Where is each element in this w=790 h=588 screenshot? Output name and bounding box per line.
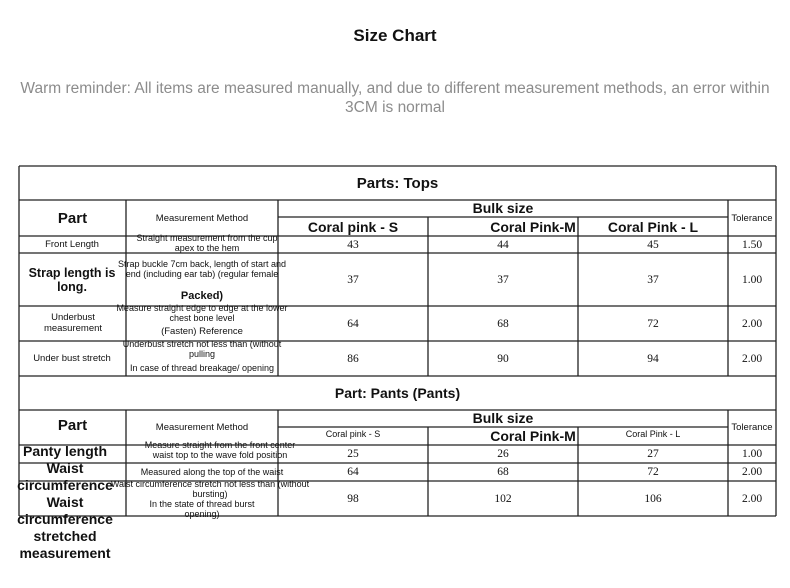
pants-row-tolerance-value: 1.00 [741, 448, 763, 460]
tops-row-s-value: 43 [347, 238, 359, 251]
tops-tolerance-header: Tolerance [731, 212, 773, 224]
tops-size-s-header: Coral pink - S [307, 218, 399, 235]
pants-row-part: Panty length [22, 443, 107, 459]
tops-row-method: Strap buckle 7cm back, length of start and end (including ear tab) (regular female [117, 259, 287, 279]
tops-row-m-value: 90 [497, 352, 509, 365]
pants-row-l-value: 106 [644, 492, 662, 505]
warm-reminder: Warm reminder: All items are measured manually, and due to different measurement methods, an error within 3CM is normal [20, 80, 770, 116]
pants-row-tolerance-value: 2.00 [741, 492, 763, 505]
tops-row-l-value: 37 [647, 273, 659, 286]
pants-size-l-header: Coral Pink - L [625, 428, 681, 439]
page-title: Size Chart [353, 26, 437, 45]
pants-row-method: Measured along the top of the waist [140, 467, 284, 477]
pants-part-header: Part [57, 416, 88, 434]
pants-row-part: Waist circumference stretched measurement [17, 494, 113, 561]
tops-row-tolerance-value: 1.00 [741, 273, 763, 286]
pants-row-l-value: 27 [647, 448, 659, 460]
pants-row-m-value: 26 [497, 448, 509, 460]
tops-row-part: Strap length is long. [28, 266, 116, 294]
pants-section-title: Part: Pants (Pants) [334, 385, 461, 401]
tops-row-s-value: 37 [347, 273, 359, 286]
tops-row-m-value: 37 [497, 273, 509, 286]
tops-row-method-extra: (Fasten) Reference [161, 325, 243, 337]
tops-size-l-header: Coral Pink - L [607, 218, 699, 235]
pants-row-method: Waist circumference stretch not less than (without bursting) [110, 479, 310, 499]
pants-row-method-extra: In the state of thread burst opening) [149, 499, 255, 519]
tops-row-s-value: 64 [347, 317, 359, 330]
tops-row-part: Underbust measurement [43, 312, 103, 334]
tops-method-header: Measurement Method [155, 212, 249, 224]
pants-row-m-value: 68 [497, 466, 509, 478]
pants-row-tolerance-value: 2.00 [741, 466, 763, 478]
pants-row-l-value: 72 [647, 466, 659, 478]
pants-size-m-header: Coral Pink-M [490, 428, 576, 444]
tops-row-tolerance-value: 2.00 [741, 317, 763, 330]
tops-row-method: Underbust stretch not less than (without pulling [122, 339, 282, 359]
tops-row-part: Under bust stretch [33, 353, 111, 364]
tops-size-m-header: Coral Pink-M [490, 218, 576, 235]
tops-section-title: Parts: Tops [356, 174, 439, 192]
pants-method-header: Measurement Method [155, 422, 249, 433]
tops-row-s-value: 86 [347, 352, 359, 365]
pants-row-s-value: 98 [347, 492, 359, 505]
tops-row-tolerance-value: 1.50 [741, 238, 763, 251]
pants-row-s-value: 25 [347, 448, 359, 460]
tops-row-l-value: 94 [647, 352, 659, 365]
tops-row-part: Front Length [45, 238, 99, 250]
pants-row-s-value: 64 [347, 466, 359, 478]
tops-row-l-value: 72 [647, 317, 659, 330]
tops-row-method-extra: In case of thread breakage/ opening [129, 363, 275, 373]
pants-row-part: Waist circumference [17, 460, 113, 493]
pants-size-s-header: Coral pink - S [325, 428, 381, 439]
pants-row-method: Measure straight from the front center waist top to the wave fold position [144, 440, 296, 460]
tops-bulk-size-header: Bulk size [472, 199, 534, 216]
pants-tolerance-header: Tolerance [731, 422, 773, 433]
tops-row-m-value: 68 [497, 317, 509, 330]
pants-bulk-size-header: Bulk size [472, 409, 534, 426]
tops-row-method: Measure straight edge to edge at the lower chest bone level [116, 303, 288, 323]
tops-row-tolerance-value: 2.00 [741, 352, 763, 365]
tops-row-l-value: 45 [647, 238, 659, 251]
tops-row-method: Straight measurement from the cup apex to the hem [136, 233, 278, 253]
pants-row-m-value: 102 [494, 492, 512, 505]
tops-part-header: Part [57, 209, 88, 227]
tops-row-m-value: 44 [497, 238, 509, 251]
tops-row-method-extra: Packed) [180, 290, 224, 302]
